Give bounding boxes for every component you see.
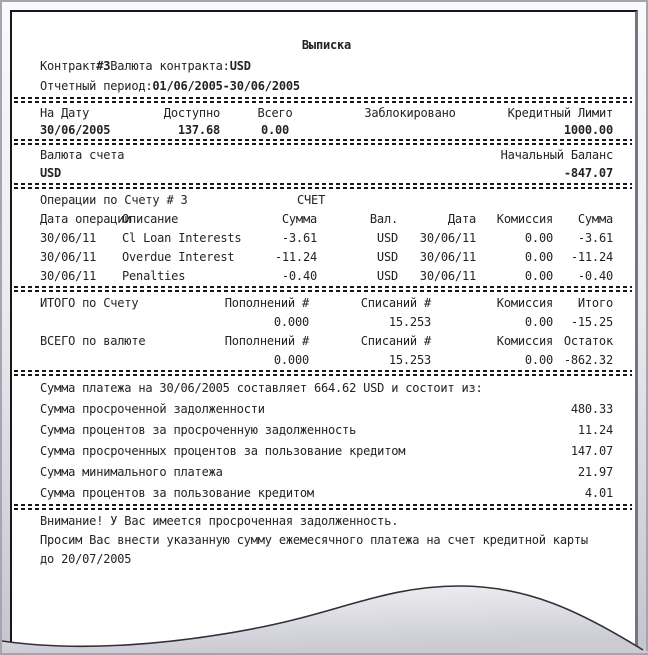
period-value: 01/06/2005-30/06/2005 [152, 79, 300, 93]
operations-header-row [40, 209, 613, 228]
payment-item-label: Сумма просроченной задолженности [40, 401, 265, 416]
totals-row [40, 350, 613, 369]
contract-number: #3 [96, 59, 111, 73]
account-currency-header-row [40, 146, 613, 164]
totals-cell: Итого [577, 295, 613, 310]
operations-section-title-row [40, 190, 613, 209]
totals-cell: ВСЕГО по валюте [40, 333, 146, 348]
payment-item-label: Сумма процентов за просроченную задолженность [40, 422, 357, 437]
totals-cell: Списаний # [360, 295, 431, 310]
operation-cell: Penalties [122, 268, 186, 283]
ops-header-cell: Вал. [369, 211, 398, 226]
totals-cell: 0.000 [273, 352, 309, 367]
contract-line [40, 56, 613, 76]
summary-header-cell: Кредитный Лимит [507, 105, 613, 120]
totals-cell: Пополнений # [224, 295, 309, 310]
operation-cell: Cl Loan Interests [122, 230, 242, 245]
summary-header-row [40, 104, 613, 121]
payment-intro: Сумма платежа на 30/06/2005 составляет 664.62 USD и состоит из: [40, 380, 483, 395]
totals-cell: Комиссия [496, 295, 553, 310]
summary-value-cell: 30/06/2005 [40, 122, 111, 137]
payment-item [40, 461, 613, 482]
totals-cell: -862.32 [563, 352, 613, 367]
notice-line-3: до 20/07/2005 [40, 551, 132, 566]
operation-cell: 30/06/11 [40, 230, 97, 245]
summary-header-cell: На Дату [40, 105, 90, 120]
payment-item-value: 21.97 [577, 464, 613, 479]
operations-section-title: Операции по Счету # 3 [40, 192, 188, 207]
totals-cell: Списаний # [360, 333, 431, 348]
totals-cell: Комиссия [496, 333, 553, 348]
payment-item-label: Сумма минимального платежа [40, 464, 223, 479]
notice-line-2: Просим Вас внести указанную сумму ежемесячного платежа на счет кредитной карты [40, 532, 588, 547]
period-line [40, 76, 613, 96]
operation-cell: USD [376, 230, 398, 245]
totals-cell: 0.00 [524, 352, 553, 367]
totals-cell: Пополнений # [224, 333, 309, 348]
payment-item [40, 419, 613, 440]
payment-item-value: 480.33 [570, 401, 613, 416]
payment-item [40, 482, 613, 503]
ops-header-cell: Дата [447, 211, 476, 226]
totals-cell: -15.25 [570, 314, 613, 329]
operation-cell: -11.24 [570, 249, 613, 264]
operation-cell: 30/06/11 [40, 268, 97, 283]
summary-header-cell: Всего [257, 105, 293, 120]
operation-cell: USD [376, 268, 398, 283]
notice-line-1: Внимание! У Вас имеется просроченная задолженность. [40, 513, 399, 528]
totals-cell: Остаток [563, 333, 613, 348]
operation-cell: -0.40 [577, 268, 613, 283]
operation-cell: 0.00 [524, 268, 553, 283]
contract-currency-value: USD [229, 59, 251, 73]
separator [14, 182, 632, 190]
contract-label: Контракт [40, 59, 97, 73]
totals-row [40, 293, 613, 312]
totals-row [40, 331, 613, 350]
summary-value-cell: 1000.00 [563, 122, 613, 137]
operation-cell: Overdue Interest [122, 249, 235, 264]
ops-header-cell: Описание [122, 211, 179, 226]
operation-row [40, 228, 613, 247]
payment-item-label: Сумма просроченных процентов за пользование кредитом [40, 443, 406, 458]
ops-header-cell: Сумма [281, 211, 317, 226]
totals-cell: 0.00 [524, 314, 553, 329]
totals-cell: 0.000 [273, 314, 309, 329]
ops-header-cell: Сумма [577, 211, 613, 226]
opening-balance-value: -847.07 [563, 166, 613, 180]
summary-value-cell: 137.68 [177, 122, 220, 137]
operation-cell: 30/06/11 [419, 249, 476, 264]
operation-row [40, 247, 613, 266]
operation-cell: 30/06/11 [419, 230, 476, 245]
page-title: Выписка [301, 38, 352, 52]
separator [14, 503, 632, 511]
summary-value-cell: 0.00 [260, 122, 290, 137]
separator [14, 138, 632, 146]
operation-cell: 30/06/11 [419, 268, 476, 283]
account-currency-value-row [40, 164, 613, 182]
totals-cell: 15.253 [388, 314, 431, 329]
payment-item-label: Сумма процентов за пользование кредитом [40, 485, 314, 500]
account-currency-value: USD [40, 166, 62, 180]
operation-cell: -3.61 [577, 230, 613, 245]
totals-cell: ИТОГО по Счету [40, 295, 139, 310]
wave-fill [2, 586, 648, 653]
statement-content [12, 38, 635, 568]
contract-currency-label: Валюта контракта: [110, 59, 230, 73]
payment-item [40, 440, 613, 461]
account-type-label: СЧЕТ [297, 192, 326, 207]
separator [14, 369, 632, 377]
totals-row [40, 312, 613, 331]
opening-balance-label: Начальный Баланс [500, 148, 613, 162]
account-currency-label: Валюта счета [40, 148, 125, 162]
payment-item-value: 147.07 [570, 443, 613, 458]
operation-cell: -3.61 [281, 230, 317, 245]
operation-row [40, 266, 613, 285]
payment-item-value: 11.24 [577, 422, 613, 437]
payment-item-value: 4.01 [584, 485, 613, 500]
separator [14, 96, 632, 104]
summary-value-row [40, 121, 613, 138]
payment-item [40, 398, 613, 419]
operation-cell: 0.00 [524, 249, 553, 264]
operation-cell: USD [376, 249, 398, 264]
operation-cell: 0.00 [524, 230, 553, 245]
summary-header-cell: Заблокировано [364, 105, 456, 120]
separator [14, 285, 632, 293]
operation-cell: -11.24 [274, 249, 317, 264]
period-label: Отчетный период: [40, 79, 153, 93]
operation-cell: -0.40 [281, 268, 317, 283]
operation-cell: 30/06/11 [40, 249, 97, 264]
ops-header-cell: Дата операции [40, 211, 132, 226]
totals-cell: 15.253 [388, 352, 431, 367]
ops-header-cell: Комиссия [496, 211, 553, 226]
page-wave [2, 553, 648, 653]
summary-header-cell: Доступно [163, 105, 220, 120]
